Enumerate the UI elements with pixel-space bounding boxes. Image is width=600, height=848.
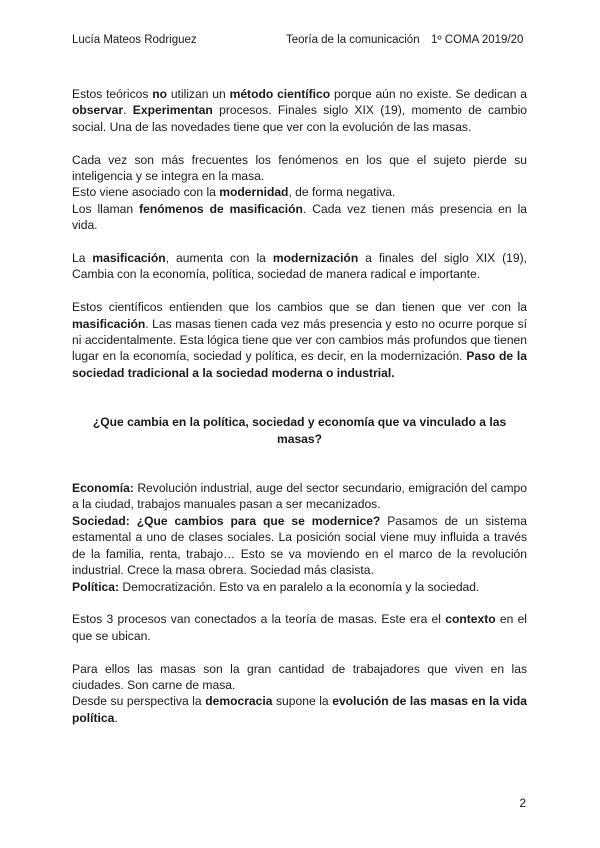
paragraph-masificacion: Los llaman fenómenos de masificación. Cada vez tienen más presencia en la vida.	[72, 201, 528, 233]
paragraph-modernizacion: La masificación, aumenta con la modernización a finales del siglo XIX (19), Cambia con la economía, política, sociedad de manera radical e importante.	[72, 251, 528, 282]
paragraph-modernidad: Esto viene asociado con la modernidad, de forma negativa.	[72, 185, 396, 200]
paragraph-sociedad: Sociedad: ¿Que cambios para que se modernice? Pasamos de un sistema estamental a uno de clases sociales. La posición social viene muy influida a través de la familia, renta, trabajo… Esto se va moviendo en el marco de la revolución industrial. Crece la masa obrera. Sociedad más clasista.	[72, 513, 527, 578]
page-number: 2	[519, 796, 526, 810]
header-course: Teoría de la comunicación	[286, 34, 420, 46]
paragraph-cientificos: Estos científicos entienden que los cambios que se dan tienen que ver con la masificación. Las masas tienen cada vez más presencia y esto no ocurre porque sí ni accidentalmente. Esta lógica tiene que ver con cambios más profundos que tienen lugar en la economía, sociedad y política, es decir, en la modernización. Paso de la sociedad tradicional a la sociedad moderna o industrial.	[72, 300, 527, 380]
page-header	[72, 34, 528, 50]
header-group: 1º COMA 2019/20	[431, 34, 524, 46]
document-body	[72, 86, 527, 726]
paragraph-democracia: Desde su perspectiva la democracia supone la evolución de las masas en la vida política.	[72, 694, 527, 725]
header-author: Lucía Mateos Rodriguez	[72, 34, 197, 46]
paragraph-intro: Estos teóricos no utilizan un método científico porque aún no existe. Se dedican a observar. Experimentan procesos. Finales siglo XIX (19), momento de cambio social. Una de las novedades tiene que ver con la evolución de las masas.	[72, 87, 527, 134]
paragraph-contexto: Estos 3 procesos van conectados a la teoría de masas. Este era el contexto en el que se ubican.	[72, 612, 527, 643]
section-question: ¿Que cambia en la política, sociedad y economía que va vinculado a las masas?	[92, 415, 507, 446]
paragraph-economia: Economía: Revolución industrial, auge del sector secundario, emigración del campo a la ciudad, trabajos manuales pasan a ser mecanizados.	[72, 481, 527, 512]
paragraph-trabajadores: Para ellos las masas son la gran cantidad de trabajadores que viven en las ciudades. Son carne de masa.	[72, 661, 527, 692]
paragraph-fenomenos: Cada vez son más frecuentes los fenómenos en los que el sujeto pierde su inteligencia y se integra en la masa.	[72, 152, 527, 184]
paragraph-politica: Política: Democratización. Esto va en paralelo a la economía y la sociedad.	[72, 579, 480, 594]
